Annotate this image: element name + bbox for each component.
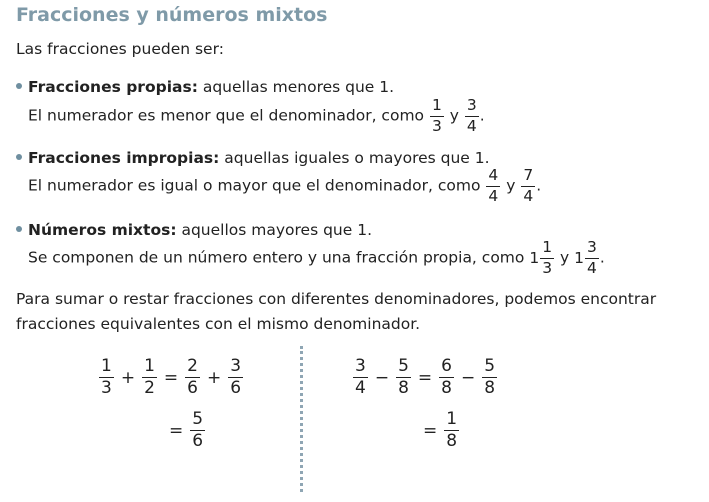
numerator: 7 bbox=[521, 168, 535, 187]
equals-operator: = bbox=[417, 367, 433, 388]
conjunction: y bbox=[560, 248, 570, 267]
numerator: 4 bbox=[486, 168, 500, 187]
fraction bbox=[99, 358, 114, 397]
fraction bbox=[190, 411, 205, 450]
paragraph-line-1: Para sumar o restar fracciones con diferentes denominadores, podemos encontrar bbox=[16, 290, 657, 308]
term-proper-desc: aquellas menores que 1. bbox=[197, 78, 395, 96]
bullet-mixed-numbers bbox=[16, 219, 372, 241]
numerator: 3 bbox=[355, 356, 366, 376]
addition-result bbox=[163, 411, 206, 450]
numerator: 6 bbox=[441, 356, 452, 376]
denominator: 3 bbox=[431, 116, 442, 135]
numerator: 1 bbox=[144, 356, 155, 376]
numerator: 1 bbox=[430, 98, 444, 117]
denominator: 2 bbox=[144, 378, 155, 398]
conjunction: y bbox=[449, 106, 459, 125]
mixed-example-line: Se componen de un número entero y una fracción propia, como 1 $\frac{1}{3}$ y 1 $\frac{3}{4}$ . bbox=[28, 238, 605, 277]
mixed-whole: 1 bbox=[529, 249, 540, 267]
fraction bbox=[585, 240, 599, 276]
fraction bbox=[465, 98, 479, 134]
numerator: 5 bbox=[484, 356, 496, 376]
numerator: 3 bbox=[585, 240, 599, 259]
bullet-proper-fractions bbox=[16, 76, 394, 98]
numerator: 5 bbox=[192, 409, 204, 429]
denominator: 8 bbox=[441, 378, 452, 398]
fraction bbox=[353, 358, 368, 397]
bullet-dot-icon bbox=[16, 83, 22, 89]
denominator: 3 bbox=[101, 378, 112, 398]
proper-example-text: El numerador es menor que el denominador, como bbox=[28, 106, 425, 125]
denominator: 4 bbox=[488, 186, 499, 205]
mixed-example-text: Se componen de un número entero y una fracción propia, como bbox=[28, 248, 525, 267]
improper-example-text: El numerador es igual o mayor que el denominador, como bbox=[28, 176, 481, 195]
numerator: 1 bbox=[446, 409, 458, 429]
fraction bbox=[439, 358, 454, 397]
fraction bbox=[142, 358, 157, 397]
plus-operator: + bbox=[206, 367, 222, 388]
numerator: 3 bbox=[465, 98, 479, 117]
fraction bbox=[540, 240, 554, 276]
denominator: 8 bbox=[484, 378, 496, 398]
bullet-dot-icon bbox=[16, 226, 22, 232]
numerator: 2 bbox=[187, 356, 198, 376]
paragraph-line-2: fracciones equivalentes con el mismo denominador. bbox=[16, 315, 421, 333]
denominator: 3 bbox=[542, 258, 553, 277]
addition-equation bbox=[98, 358, 244, 397]
fraction bbox=[228, 358, 243, 397]
fraction bbox=[486, 168, 500, 204]
minus-operator: − bbox=[374, 367, 390, 388]
intro-text: Las fracciones pueden ser: bbox=[16, 40, 224, 58]
fraction bbox=[482, 358, 497, 397]
denominator: 6 bbox=[230, 378, 242, 398]
subtraction-result bbox=[417, 411, 460, 450]
term-mixed-numbers: Números mixtos: bbox=[28, 221, 177, 239]
term-proper-fractions: Fracciones propias: bbox=[28, 78, 198, 96]
equals-operator: = bbox=[163, 367, 179, 388]
proper-example-line: El numerador es menor que el denominador, como $\frac{1}{3}$ y $\frac{3}{4}$ . bbox=[28, 96, 485, 135]
fraction bbox=[430, 98, 444, 134]
fraction bbox=[185, 358, 200, 397]
equals-operator: = bbox=[423, 420, 438, 441]
subtraction-equation bbox=[352, 358, 498, 397]
denominator: 4 bbox=[466, 116, 477, 135]
term-improper-desc: aquellas iguales o mayores que 1. bbox=[219, 149, 490, 167]
denominator: 8 bbox=[446, 431, 458, 451]
denominator: 6 bbox=[187, 378, 198, 398]
improper-example-line: El numerador es igual o mayor que el denominador, como $\frac{4}{4}$ y $\frac{7}{4}$ . bbox=[28, 166, 542, 205]
plus-operator: + bbox=[120, 367, 136, 388]
mixed-whole: 1 bbox=[574, 249, 585, 267]
denominator: 4 bbox=[355, 378, 366, 398]
page-title: Fracciones y números mixtos bbox=[16, 4, 328, 26]
numerator: 3 bbox=[230, 356, 242, 376]
fraction bbox=[396, 358, 411, 397]
numerator: 5 bbox=[398, 356, 409, 376]
bullet-improper-fractions bbox=[16, 147, 490, 169]
denominator: 4 bbox=[587, 258, 597, 277]
denominator: 8 bbox=[398, 378, 409, 398]
conjunction: y bbox=[506, 176, 516, 195]
fraction bbox=[444, 411, 459, 450]
term-improper-fractions: Fracciones impropias: bbox=[28, 149, 220, 167]
fraction bbox=[521, 168, 535, 204]
denominator: 6 bbox=[192, 431, 204, 451]
dotted-divider bbox=[300, 346, 303, 492]
denominator: 4 bbox=[523, 186, 534, 205]
equals-operator: = bbox=[169, 420, 184, 441]
term-mixed-desc: aquellos mayores que 1. bbox=[176, 221, 372, 239]
bullet-dot-icon bbox=[16, 154, 22, 160]
numerator: 1 bbox=[540, 240, 554, 259]
numerator: 1 bbox=[101, 356, 112, 376]
minus-operator: − bbox=[460, 367, 476, 388]
